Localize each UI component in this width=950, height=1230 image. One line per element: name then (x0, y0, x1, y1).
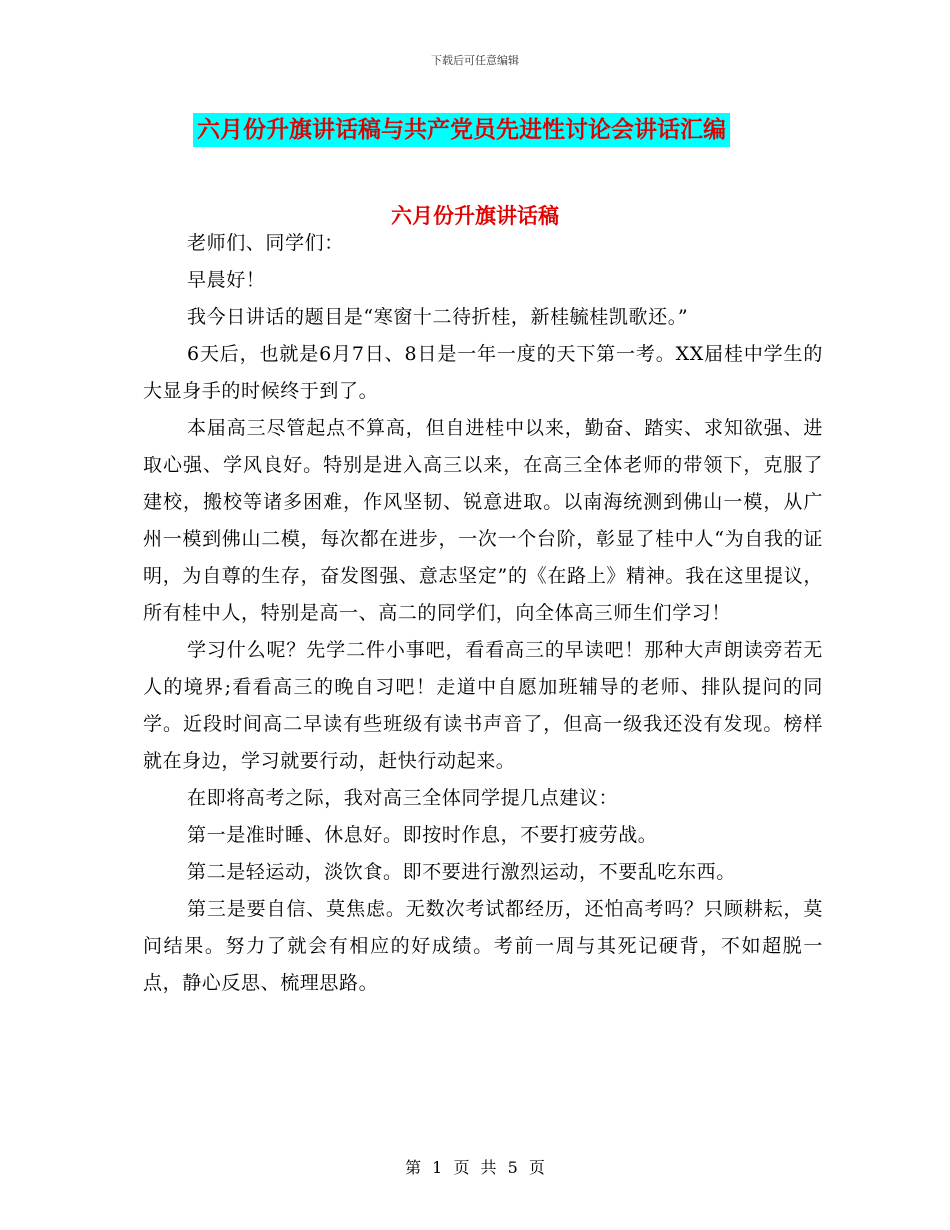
paragraph: 我今日讲话的题目是“寒窗十二待折桂，新桂毓桂凯歌还。” (187, 306, 689, 328)
section-title: 六月份升旗讲话稿 (391, 204, 559, 228)
paragraph: 早晨好！ (187, 269, 266, 291)
header-note: 下载后可任意编辑 (431, 54, 519, 67)
paragraph: 本届高三尽管起点不算高，但自进桂中以来，勤奋、踏实、求知欲强、进取心强、学风良好。特别是进入高三以来，在高三全体老师的带领下，克服了建校，搬校等诸多困难，作风坚韧、锐意进取。以南海统测到佛山一模，从广州一模到佛山二模，每次都在进步，一次一个台阶，彰显了桂中人“为自我的证明，为自尊的生存，奋发图强、意志坚定”的《在路上》精神。我在这里提议，所有桂中人，特别是高一、高二的同学们，向全体高三师生们学习！ (143, 417, 823, 624)
paragraph: 在即将高考之际，我对高三全体同学提几点建议： (187, 787, 619, 809)
paragraph: 第二是轻运动，淡饮食。即不要进行激烈运动，不要乱吃东西。 (187, 861, 736, 883)
paragraph: 第一是准时睡、休息好。即按时作息，不要打疲劳战。 (187, 824, 658, 846)
paragraph: 老师们、同学们： (187, 232, 344, 254)
paragraph: 6天后，也就是6月7日、8日是一年一度的天下第一考。XX届桂中学生的大显身手的时候终于到了。 (143, 343, 823, 402)
paragraph: 学习什么呢？先学二件小事吧，看看高三的早读吧！那种大声朗读旁若无人的境界;看看高三的晚自习吧！走道中自愿加班辅导的老师、排队提问的同学。近段时间高二早读有些班级有读书声音了，但高一级我还没有发现。榜样就在身边，学习就要行动，赶快行动起来。 (143, 639, 823, 772)
paragraph: 第三是要自信、莫焦虑。无数次考试都经历，还怕高考吗？只顾耕耘，莫问结果。努力了就会有相应的好成绩。考前一周与其死记硬背，不如超脱一点，静心反思、梳理思路。 (143, 898, 823, 994)
body-text (143, 225, 823, 1002)
document-title: 六月份升旗讲话稿与共产党员先进性讨论会讲话汇编 (193, 113, 730, 147)
page-footer: 第 1 页 共 5 页 (405, 1158, 545, 1177)
